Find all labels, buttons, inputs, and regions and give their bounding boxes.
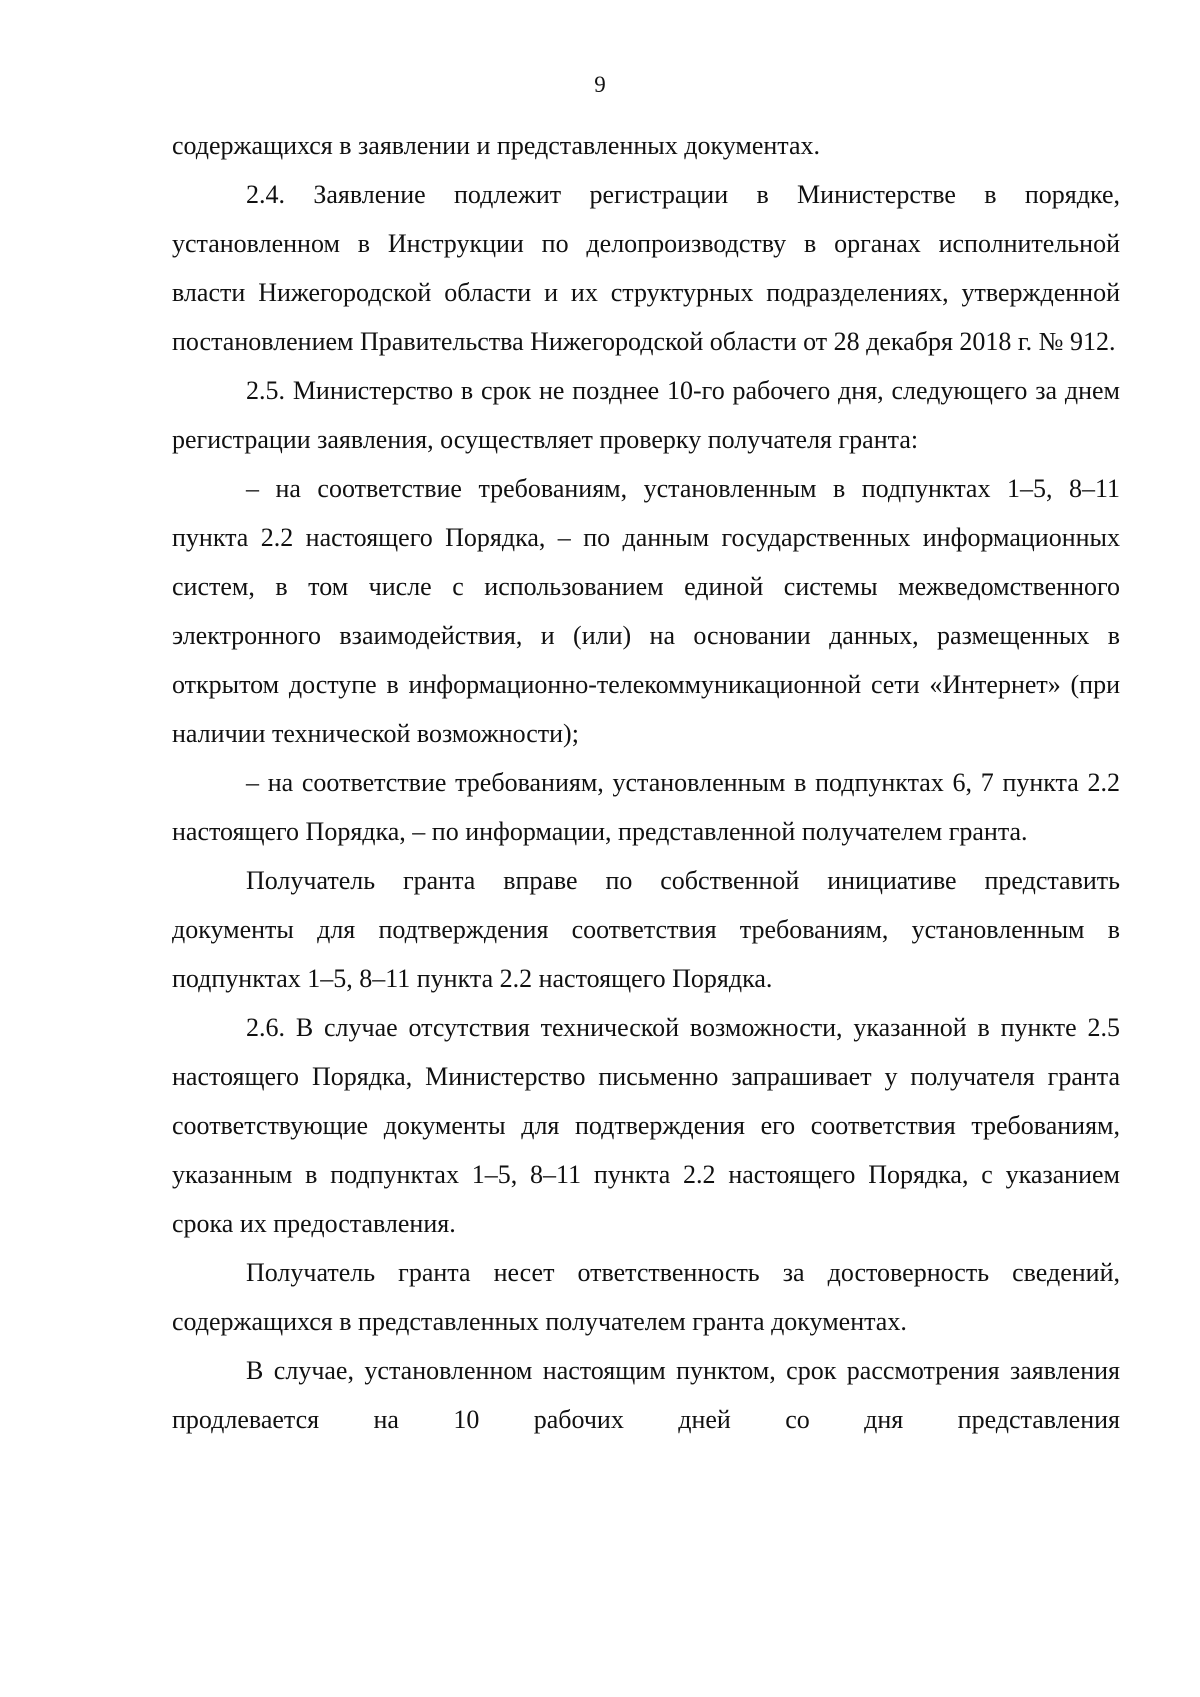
page-number: 9 xyxy=(594,72,606,97)
paragraph-2-6: 2.6. В случае отсутствия технической возможности, указанной в пункте 2.5 настоящего Порядка, Министерство письменно запрашивает у получателя гранта соответствующие документы для подтверждения его соответствия требованиям, указанным в подпунктах 1–5, 8–11 пункта 2.2 настоящего Порядка, с указанием срока их предоставления. xyxy=(172,1013,1120,1238)
paragraph-responsibility: Получатель гранта несет ответственность за достоверность сведений, содержащихся в представленных получателем гранта документах. xyxy=(172,1258,1120,1336)
list-item-requirements-1-5-8-11: – на соответствие требованиям, установленным в подпунктах 1–5, 8–11 пункта 2.2 настоящего Порядка, – по данным государственных информационных систем, в том числе с использованием единой системы межведомственного электронного взаимодействия, и (или) на основании данных, размещенных в открытом доступе в информационно-телекоммуникационной сети «Интернет» (при наличии технической возможности); xyxy=(172,474,1120,748)
paragraph-term-extension: В случае, установленном настоящим пунктом, срок рассмотрения заявления продлевается на 10 рабочих дней со дня представления xyxy=(172,1356,1120,1434)
paragraph-continuation: содержащихся в заявлении и представленных документах. xyxy=(172,131,821,160)
list-item-requirements-6-7: – на соответствие требованиям, установленным в подпунктах 6, 7 пункта 2.2 настоящего Порядка, – по информации, представленной получателем гранта. xyxy=(172,768,1120,846)
paragraph-2-4: 2.4. Заявление подлежит регистрации в Министерстве в порядке, установленном в Инструкции по делопроизводству в органах исполнительной власти Нижегородской области и их структурных подразделениях, утвержденной постановлением Правительства Нижегородской области от 28 декабря 2018 г. № 912. xyxy=(172,180,1120,356)
paragraph-2-5: 2.5. Министерство в срок не позднее 10-го рабочего дня, следующего за днем регистрации заявления, осуществляет проверку получателя гранта: xyxy=(172,376,1120,454)
document-body xyxy=(172,121,1120,1444)
paragraph-own-initiative: Получатель гранта вправе по собственной инициативе представить документы для подтверждения соответствия требованиям, установленным в подпунктах 1–5, 8–11 пункта 2.2 настоящего Порядка. xyxy=(172,866,1120,993)
